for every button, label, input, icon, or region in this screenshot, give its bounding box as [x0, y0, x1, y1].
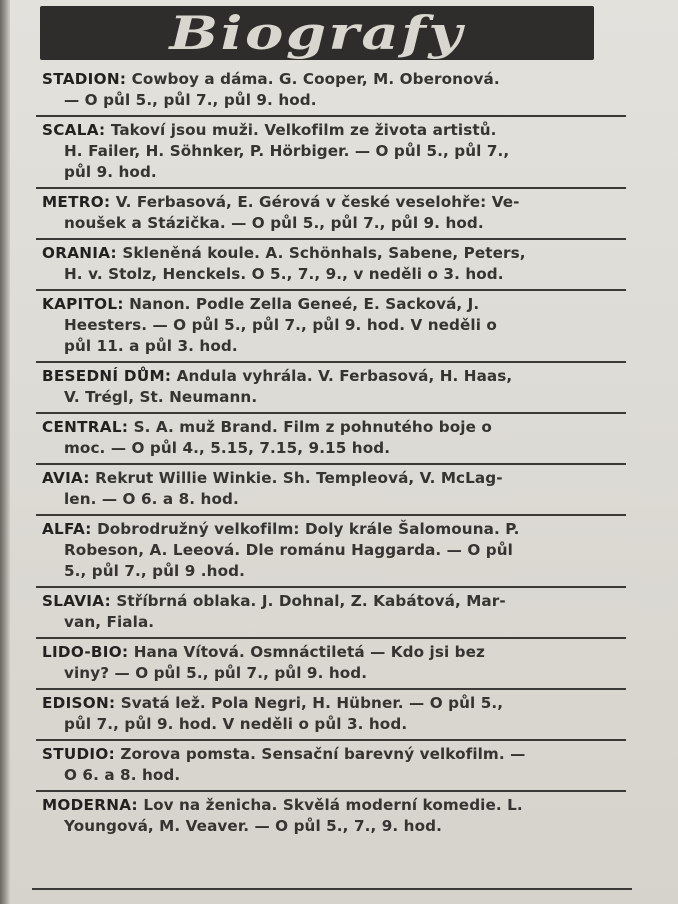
listing-entry: [36, 516, 626, 588]
listing-entry: [36, 465, 626, 516]
cinema-name: ALFA:: [42, 520, 92, 538]
listing-text: Dobrodružný velkofilm: Doly krále Šalomouna. P.: [97, 520, 520, 538]
listing-line: [42, 591, 626, 612]
listing-text: Takoví jsou muži. Velkofilm ze života artistů.: [110, 121, 497, 139]
listing-entry: [36, 240, 626, 291]
listing-line: [42, 642, 626, 663]
listing-text: Hana Vítová. Osmnáctiletá — Kdo jsi bez: [133, 643, 485, 661]
listing-line: [42, 243, 626, 264]
listing-text: Heesters. — O půl 5., půl 7., půl 9. hod. V neděli o: [64, 316, 497, 334]
listing-entry: [36, 363, 626, 414]
listing-line: [42, 417, 626, 438]
listing-entry: [36, 639, 626, 690]
cinema-name: AVIA:: [42, 469, 90, 487]
listing-line: [42, 90, 626, 111]
listing-text: S. A. muž Brand. Film z pohnutého boje o: [133, 418, 492, 436]
listing-line: [42, 69, 626, 90]
listing-entry: [36, 792, 626, 841]
listing-line: [42, 366, 626, 387]
listing-text: viny? — O půl 5., půl 7., půl 9. hod.: [64, 664, 368, 682]
listing-entry: [36, 588, 626, 639]
listing-line: [42, 519, 626, 540]
listing-text: půl 11. a půl 3. hod.: [64, 337, 238, 355]
listing-text: Robeson, A. Leeová. Dle románu Haggarda. — O půl: [64, 541, 513, 559]
listing-line: [42, 336, 626, 357]
listing-line: [42, 489, 626, 510]
cinema-name: ORANIA:: [42, 244, 117, 262]
listing-text: Andula vyhrála. V. Ferbasová, H. Haas,: [176, 367, 513, 385]
cinema-name: SCALA:: [42, 121, 106, 139]
listing-text: 5., půl 7., půl 9 .hod.: [64, 562, 245, 580]
cinema-name: LIDO-BIO:: [42, 643, 129, 661]
bottom-divider: [32, 888, 632, 902]
listing-line: [42, 120, 626, 141]
listing-text: H. Failer, H. Söhnker, P. Hörbiger. — O půl 5., půl 7.,: [64, 142, 510, 160]
listing-entry: [36, 690, 626, 741]
cinema-listings: [36, 66, 626, 841]
listing-entry: [36, 66, 626, 117]
listing-line: [42, 162, 626, 183]
listing-line: [42, 141, 626, 162]
listing-line: [42, 663, 626, 684]
listing-text: len. — O 6. a 8. hod.: [64, 490, 239, 508]
listing-line: [42, 192, 626, 213]
section-masthead: [40, 6, 594, 60]
listing-entry: [36, 117, 626, 189]
column-edge-rule: [0, 0, 10, 904]
listing-text: moc. — O půl 4., 5.15, 7.15, 9.15 hod.: [64, 439, 391, 457]
listing-line: [42, 795, 626, 816]
listing-text: Lov na ženicha. Skvělá moderní komedie. L.: [143, 796, 523, 814]
cinema-name: STUDIO:: [42, 745, 115, 763]
listing-line: [42, 765, 626, 786]
cinema-name: EDISON:: [42, 694, 116, 712]
cinema-name: KAPITOL:: [42, 295, 124, 313]
cinema-name: MODERNA:: [42, 796, 138, 814]
listing-entry: [36, 414, 626, 465]
listing-line: [42, 438, 626, 459]
listing-text: van, Fiala.: [64, 613, 155, 631]
listing-text: noušek a Stázička. — O půl 5., půl 7., půl 9. hod.: [64, 214, 484, 232]
cinema-name: SLAVIA:: [42, 592, 111, 610]
listing-entry: [36, 291, 626, 363]
listing-line: [42, 612, 626, 633]
listing-text: — O půl 5., půl 7., půl 9. hod.: [64, 91, 317, 109]
listing-text: O 6. a 8. hod.: [64, 766, 181, 784]
listing-line: [42, 714, 626, 735]
cinema-name: CENTRAL:: [42, 418, 129, 436]
listing-line: [42, 315, 626, 336]
listing-line: [42, 213, 626, 234]
listing-text: Nanon. Podle Zella Geneé, E. Sacková, J.: [129, 295, 480, 313]
listing-line: [42, 387, 626, 408]
listing-text: Svatá lež. Pola Negri, H. Hübner. — O půl 5.,: [120, 694, 504, 712]
listing-text: Skleněná koule. A. Schönhals, Sabene, Peters,: [122, 244, 526, 262]
listing-line: [42, 294, 626, 315]
listing-line: [42, 744, 626, 765]
listing-entry: [36, 741, 626, 792]
listing-text: Stříbrná oblaka. J. Dohnal, Z. Kabátová, Mar-: [116, 592, 506, 610]
listing-line: [42, 561, 626, 582]
listing-text: půl 9. hod.: [64, 163, 157, 181]
masthead-title: Biografy: [169, 6, 465, 60]
listing-line: [42, 540, 626, 561]
cinema-name: STADION:: [42, 70, 127, 88]
listing-line: [42, 816, 626, 837]
listing-text: H. v. Stolz, Henckels. O 5., 7., 9., v neděli o 3. hod.: [64, 265, 504, 283]
cinema-name: METRO:: [42, 193, 111, 211]
listing-text: V. Ferbasová, E. Gérová v české veselohře: Ve-: [115, 193, 520, 211]
listing-line: [42, 693, 626, 714]
listing-line: [42, 264, 626, 285]
listing-entry: [36, 189, 626, 240]
listing-text: V. Trégl, St. Neumann.: [64, 388, 258, 406]
cinema-name: BESEDNÍ DŮM:: [42, 367, 172, 385]
listing-text: Cowboy a dáma. G. Cooper, M. Oberonová.: [131, 70, 500, 88]
listing-text: Rekrut Willie Winkie. Sh. Templeová, V. McLag-: [95, 469, 503, 487]
listing-text: půl 7., půl 9. hod. V neděli o půl 3. hod.: [64, 715, 408, 733]
listing-line: [42, 468, 626, 489]
listing-text: Zorova pomsta. Sensační barevný velkofilm. —: [120, 745, 526, 763]
listing-text: Youngová, M. Veaver. — O půl 5., 7., 9. hod.: [64, 817, 442, 835]
